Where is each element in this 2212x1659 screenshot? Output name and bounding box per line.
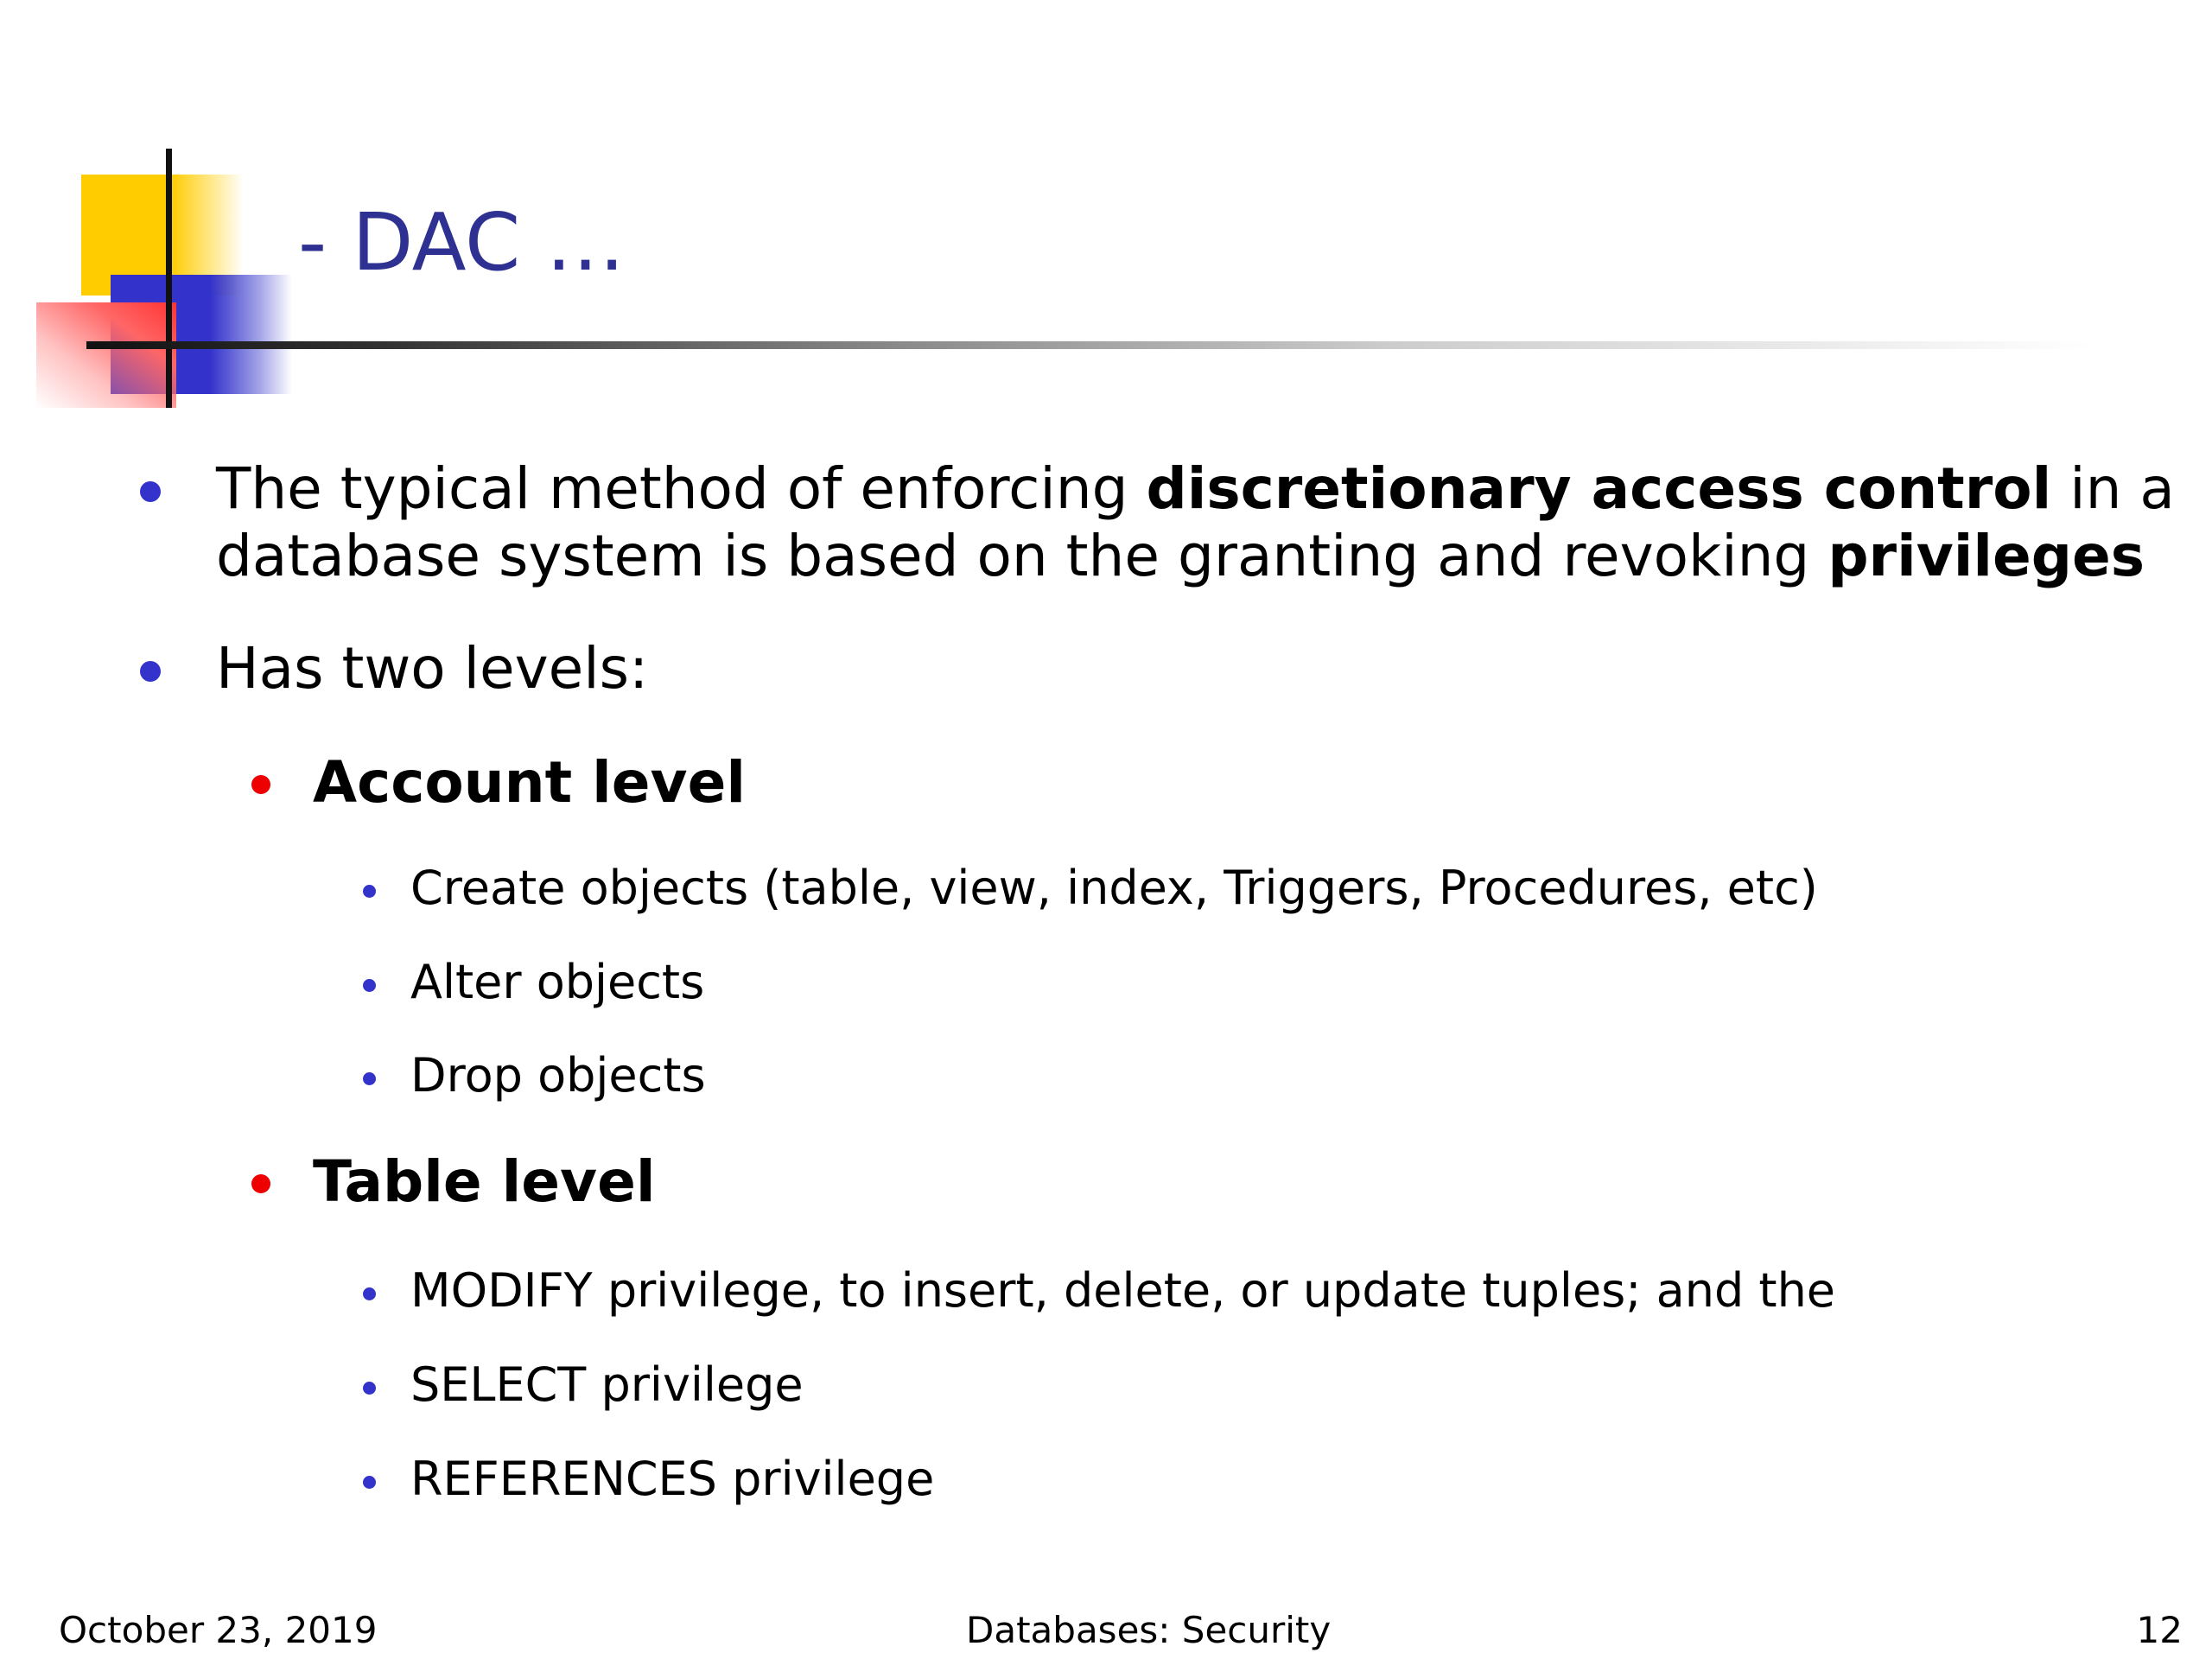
- bullet-dot-table-item-1: [363, 1287, 376, 1300]
- footer-page-number: 12: [2136, 1609, 2183, 1651]
- intro-text-part2: in a: [2051, 455, 2175, 522]
- bullet-dot-account-item-1: [363, 885, 376, 898]
- bullet-dot-account-level: [251, 775, 270, 794]
- table-item-modify: MODIFY privilege, to insert, delete, or update tuples; and the: [410, 1263, 1836, 1318]
- bullet-dot-table-item-3: [363, 1476, 376, 1489]
- account-item-drop: Drop objects: [410, 1048, 706, 1103]
- title-underline: [86, 341, 2091, 349]
- bullet-dot-levels: [140, 661, 161, 682]
- slide-logo-decoration: [0, 0, 294, 415]
- intro-line-2: [216, 523, 2145, 590]
- bullet-dot-account-item-3: [363, 1072, 376, 1085]
- table-item-references: REFERENCES privilege: [410, 1452, 935, 1506]
- account-item-alter: Alter objects: [410, 955, 705, 1009]
- intro-line-1: [216, 455, 2175, 523]
- slide-title: - DAC …: [298, 196, 626, 289]
- intro-bold-privileges: privileges: [1827, 523, 2145, 589]
- logo-red-square: [36, 302, 176, 408]
- footer-title: Databases: Security: [966, 1609, 1332, 1651]
- bullet-dot-intro: [140, 481, 161, 502]
- intro-bold-dac: discretionary access control: [1146, 455, 2052, 522]
- levels-intro-text: Has two levels:: [216, 635, 649, 702]
- logo-vertical-line: [166, 149, 172, 408]
- intro-text-part1: The typical method of enforcing: [216, 455, 1147, 522]
- table-level-heading: Table level: [313, 1148, 656, 1215]
- bullet-dot-table-level: [251, 1174, 270, 1193]
- account-level-heading: Account level: [313, 749, 746, 816]
- intro-text-line2: database system is based on the granting and revoking: [216, 523, 1828, 589]
- table-item-select: SELECT privilege: [410, 1357, 804, 1412]
- footer-date: October 23, 2019: [59, 1609, 378, 1651]
- account-item-create: Create objects (table, view, index, Triggers, Procedures, etc): [410, 861, 1818, 915]
- bullet-dot-account-item-2: [363, 979, 376, 992]
- bullet-dot-table-item-2: [363, 1382, 376, 1395]
